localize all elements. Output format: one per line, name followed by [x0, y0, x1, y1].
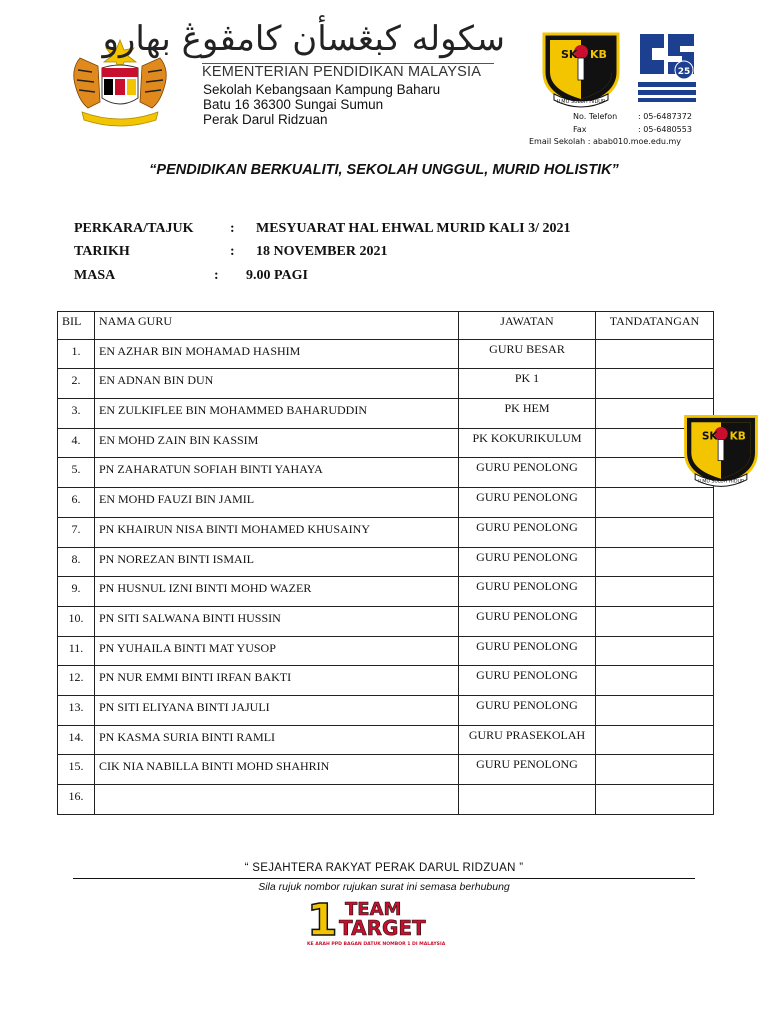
row-jawatan: PK HEM	[459, 399, 596, 429]
row-bil: 8.	[58, 547, 95, 577]
row-jawatan: GURU PENOLONG	[459, 606, 596, 636]
table-row	[58, 755, 714, 785]
phone-label: No. Telefon	[573, 112, 618, 121]
row-bil: 4.	[58, 428, 95, 458]
row-tandatangan	[596, 577, 714, 607]
table-row	[58, 785, 714, 815]
svg-text:KB: KB	[729, 430, 746, 443]
team-target-number: 1	[307, 895, 338, 946]
date-colon: :	[230, 244, 235, 259]
row-jawatan: GURU PENOLONG	[459, 547, 596, 577]
school-badge-logo	[534, 28, 628, 110]
footer-slogan: “ SEJAHTERA RAKYAT PERAK DARUL RIDZUAN ”	[244, 862, 524, 874]
header-bil: BIL	[58, 312, 95, 340]
school-address-line-1: Batu 16 36300 Sungai Sumun	[203, 97, 384, 112]
time-value: 9.00 PAGI	[246, 268, 308, 283]
table-row	[58, 458, 714, 488]
row-nama-guru: PN NOREZAN BINTI ISMAIL	[95, 547, 459, 577]
row-bil: 2.	[58, 369, 95, 399]
row-tandatangan	[596, 369, 714, 399]
row-tandatangan	[596, 636, 714, 666]
svg-text:25: 25	[677, 67, 691, 77]
row-nama-guru: EN ZULKIFLEE BIN MOHAMMED BAHARUDDIN	[95, 399, 459, 429]
team-target-line1: TEAM	[345, 899, 402, 920]
row-bil: 16.	[58, 785, 95, 815]
row-nama-guru: PN KASMA SURIA BINTI RAMLI	[95, 725, 459, 755]
date-value: 18 NOVEMBER 2021	[256, 244, 388, 259]
row-jawatan: GURU PENOLONG	[459, 636, 596, 666]
school-address-line-2: Perak Darul Ridzuan	[203, 112, 328, 127]
svg-text:KB: KB	[590, 48, 607, 61]
svg-text:SK: SK	[701, 430, 718, 443]
ministry-name: KEMENTERIAN PENDIDIKAN MALAYSIA	[202, 63, 494, 80]
fax-value: : 05-6480553	[638, 125, 692, 134]
row-nama-guru: PN HUSNUL IZNI BINTI MOHD WAZER	[95, 577, 459, 607]
row-jawatan: GURU PENOLONG	[459, 577, 596, 607]
table-row	[58, 547, 714, 577]
row-jawatan: GURU PENOLONG	[459, 488, 596, 518]
row-tandatangan	[596, 547, 714, 577]
row-tandatangan	[596, 666, 714, 696]
table-row	[58, 399, 714, 429]
row-nama-guru	[95, 785, 459, 815]
row-tandatangan	[596, 339, 714, 369]
email-value: : abab010.moe.edu.my	[587, 137, 682, 146]
svg-text:ILMU SULUH HIDUP: ILMU SULUH HIDUP	[557, 99, 605, 105]
row-nama-guru: PN SITI SALWANA BINTI HUSSIN	[95, 606, 459, 636]
row-tandatangan	[596, 606, 714, 636]
table-row	[58, 517, 714, 547]
row-jawatan: GURU PENOLONG	[459, 695, 596, 725]
row-nama-guru: PN ZAHARATUN SOFIAH BINTI YAHAYA	[95, 458, 459, 488]
row-nama-guru: PN YUHAILA BINTI MAT YUSOP	[95, 636, 459, 666]
time-label: MASA	[74, 268, 116, 283]
table-row	[58, 695, 714, 725]
school-badge-watermark	[676, 410, 766, 490]
svg-text:ILMU SULUH HIDUP: ILMU SULUH HIDUP	[698, 479, 744, 485]
row-jawatan: PK KOKURIKULUM	[459, 428, 596, 458]
row-nama-guru: CIK NIA NABILLA BINTI MOHD SHAHRIN	[95, 755, 459, 785]
row-jawatan: GURU PENOLONG	[459, 458, 596, 488]
email-label: Email Sekolah	[529, 137, 586, 146]
date-label: TARIKH	[74, 244, 130, 259]
footer-divider	[73, 878, 695, 879]
row-bil: 13.	[58, 695, 95, 725]
row-bil: 10.	[58, 606, 95, 636]
header-tandatangan: TANDATANGAN	[596, 312, 714, 340]
table-header-row	[58, 312, 714, 340]
row-nama-guru: EN AZHAR BIN MOHAMAD HASHIM	[95, 339, 459, 369]
row-tandatangan	[596, 517, 714, 547]
table-row	[58, 606, 714, 636]
anniversary-25-logo	[634, 30, 700, 104]
table-row	[58, 488, 714, 518]
row-nama-guru: PN SITI ELIYANA BINTI JAJULI	[95, 695, 459, 725]
school-name: Sekolah Kebangsaan Kampung Baharu	[203, 82, 441, 97]
row-jawatan: GURU BESAR	[459, 339, 596, 369]
row-jawatan: GURU PENOLONG	[459, 755, 596, 785]
row-bil: 5.	[58, 458, 95, 488]
row-bil: 12.	[58, 666, 95, 696]
time-colon: :	[214, 268, 219, 283]
topic-value: MESYUARAT HAL EHWAL MURID KALI 3/ 2021	[256, 221, 571, 236]
row-jawatan: GURU PENOLONG	[459, 666, 596, 696]
row-tandatangan	[596, 755, 714, 785]
row-tandatangan	[596, 785, 714, 815]
team-target-line2: TARGET	[339, 916, 426, 940]
row-nama-guru: EN MOHD FAUZI BIN JAMIL	[95, 488, 459, 518]
row-bil: 14.	[58, 725, 95, 755]
table-row	[58, 725, 714, 755]
row-bil: 6.	[58, 488, 95, 518]
row-bil: 1.	[58, 339, 95, 369]
row-nama-guru: EN MOHD ZAIN BIN KASSIM	[95, 428, 459, 458]
row-bil: 7.	[58, 517, 95, 547]
email-line	[529, 137, 681, 146]
table-row	[58, 666, 714, 696]
header-jawatan: JAWATAN	[459, 312, 596, 340]
school-motto: “PENDIDIKAN BERKUALITI, SEKOLAH UNGGUL, MURID HOLISTIK”	[149, 162, 619, 178]
row-bil: 15.	[58, 755, 95, 785]
row-nama-guru: PN KHAIRUN NISA BINTI MOHAMED KHUSAINY	[95, 517, 459, 547]
row-nama-guru: EN ADNAN BIN DUN	[95, 369, 459, 399]
row-tandatangan	[596, 695, 714, 725]
footer-note: Sila rujuk nombor rujukan surat ini semasa berhubung	[258, 881, 510, 893]
header-nama-guru: NAMA GURU	[95, 312, 459, 340]
table-row	[58, 339, 714, 369]
attendance-table	[57, 311, 714, 815]
row-bil: 11.	[58, 636, 95, 666]
team-target-tagline: KE ARAH PPD BAGAN DATUK NOMBOR 1 DI MALAYSIA	[307, 942, 446, 947]
table-row	[58, 577, 714, 607]
topic-label: PERKARA/TAJUK	[74, 221, 194, 236]
row-bil: 9.	[58, 577, 95, 607]
team-target-logo	[305, 895, 485, 947]
row-jawatan: GURU PENOLONG	[459, 517, 596, 547]
row-nama-guru: PN NUR EMMI BINTI IRFAN BAKTI	[95, 666, 459, 696]
svg-text:SK: SK	[561, 48, 578, 61]
row-tandatangan	[596, 725, 714, 755]
row-jawatan	[459, 785, 596, 815]
table-row	[58, 636, 714, 666]
topic-colon: :	[230, 221, 235, 236]
fax-label: Fax	[573, 125, 587, 134]
phone-value: : 05-6487372	[638, 112, 692, 121]
row-bil: 3.	[58, 399, 95, 429]
row-jawatan: GURU PRASEKOLAH	[459, 725, 596, 755]
row-tandatangan	[596, 488, 714, 518]
table-row	[58, 428, 714, 458]
jawi-school-title: سکوله کبڠسأن کامڤوڠ بهارو	[102, 19, 505, 59]
table-row	[58, 369, 714, 399]
row-jawatan: PK 1	[459, 369, 596, 399]
